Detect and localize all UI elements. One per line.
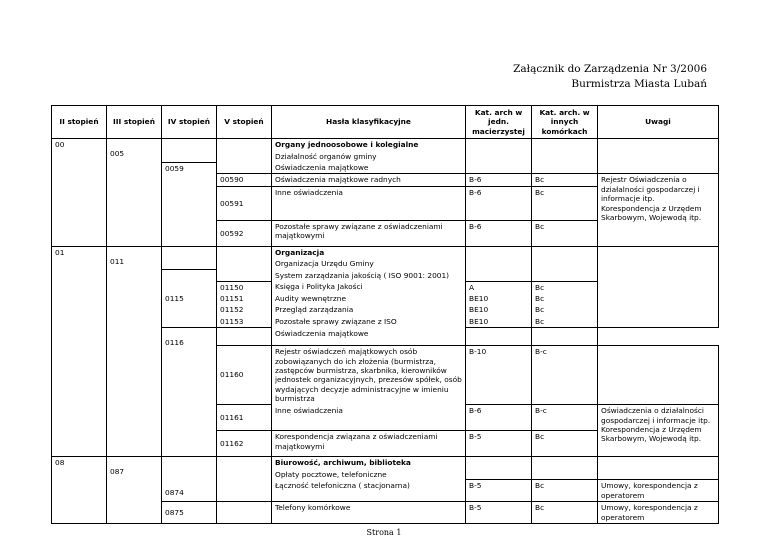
kat-inne: Bc: [532, 502, 598, 524]
row-text: Organizacja Urzędu Gminy: [272, 258, 466, 269]
uwagi-cell: Umowy, korespondencja z operatorem: [598, 502, 719, 524]
row-text: Rejestr oświadczeń majątkowych osób zobowiązanych do ich złożenia (burmistrza, zastępców burmistrza, skarbnika, kierowników jednostek organizacyjnych, prezesów spółek, osób wydających decyzje administracyjne w imieniu burmistrza: [272, 346, 466, 405]
row-text: Oświadczenia majątkowe: [272, 162, 466, 174]
row-text: Biurowość, archiwum, biblioteka: [272, 457, 466, 469]
kat-inne: B-c: [532, 405, 598, 431]
uwagi-cell: Rejestr Oświadczenia o działalności gospodarczej i informacje itp. Korespondencja z Urzędem Skarbowym, Wojewodą itp.: [598, 174, 719, 246]
level-4-code: 0875: [162, 502, 217, 524]
row-text: Organizacja: [272, 246, 466, 258]
kat-jedn: B-6: [466, 405, 532, 431]
kat-jedn: B-6: [466, 220, 532, 246]
level-5-code: 00591: [217, 186, 272, 220]
uwagi-cell: Umowy, korespondencja z operatorem: [598, 480, 719, 502]
kat-jedn: BE10: [466, 316, 532, 328]
kat-inne: Bc: [532, 304, 598, 315]
level-4-code: 0874: [165, 487, 184, 497]
level-5-code: 01151: [217, 293, 272, 304]
row-text: Działalność organów gminy: [272, 151, 466, 162]
kat-jedn: BE10: [466, 293, 532, 304]
col-header-level-5: V stopień: [217, 106, 272, 139]
level-2-code: 01: [52, 246, 107, 456]
kat-inne: Bc: [532, 316, 598, 328]
kat-jedn: B-5: [466, 431, 532, 457]
kat-inne: Bc: [532, 293, 598, 304]
header-line-1: Załącznik do Zarządzenia Nr 3/2006: [513, 63, 707, 75]
col-header-uwagi: Uwagi: [598, 106, 719, 139]
row-text: Inne oświadczenia: [272, 186, 466, 220]
level-2-code: 08: [52, 457, 107, 524]
col-header-kat-jedn: Kat. arch w jedn. macierzystej: [466, 106, 532, 139]
kat-jedn: B-6: [466, 174, 532, 186]
table-row: [52, 139, 719, 151]
kat-inne: Bc: [532, 186, 598, 220]
table-row: [52, 246, 719, 258]
kat-inne: Bc: [532, 174, 598, 186]
header-line-2: Burmistrza Miasta Lubań: [571, 78, 707, 90]
row-text: Przegląd zarządzania: [272, 304, 466, 315]
kat-jedn: A: [466, 281, 532, 293]
col-header-level-2: II stopień: [52, 106, 107, 139]
col-header-level-4: IV stopień: [162, 106, 217, 139]
table-row: [52, 457, 719, 469]
row-text: Korespondencja związana z oświadczeniami majątkowymi: [272, 431, 466, 457]
col-header-level-3: III stopień: [107, 106, 162, 139]
row-text: Audity wewnętrzne: [272, 293, 466, 304]
level-4-code: 0059: [165, 163, 184, 173]
kat-inne: B-c: [532, 346, 598, 405]
col-header-kat-inne: Kat. arch. w innych komórkach: [532, 106, 598, 139]
level-4-code: 0115: [162, 270, 217, 328]
table-header-row: [52, 106, 719, 139]
kat-jedn: B-5: [466, 480, 532, 502]
level-3-code: 087: [107, 457, 162, 524]
classification-table: [51, 105, 719, 524]
row-text: Księga i Polityka Jakości: [272, 281, 466, 293]
row-text: System zarządzania jakością ( ISO 9001: 2001): [272, 270, 466, 281]
row-text: Opłaty pocztowe, telefoniczne: [272, 469, 466, 480]
row-text: Łączność telefoniczna ( stacjonarna): [272, 480, 466, 502]
row-text: Oświadczenia majątkowe: [272, 328, 466, 346]
level-5-code: 01161: [217, 405, 272, 431]
row-text: Oświadczenia majątkowe radnych: [272, 174, 466, 186]
level-5-code: 01153: [217, 316, 272, 328]
level-5-code: 01152: [217, 304, 272, 315]
uwagi-cell: Oświadczenia o działalności gospodarczej i informacje itp. Korespondencja z Urzędem Skarbowym, Wojewodą itp.: [598, 405, 719, 457]
row-text: Telefony komórkowe: [272, 502, 466, 524]
row-text: Pozostałe sprawy związane z oświadczeniami majątkowymi: [272, 220, 466, 246]
kat-inne: Bc: [532, 281, 598, 293]
kat-inne: Bc: [532, 431, 598, 457]
page-number: Strona 1: [366, 528, 402, 537]
level-5-code: 00592: [217, 220, 272, 246]
level-3-code: 005: [110, 149, 125, 159]
kat-inne: Bc: [532, 220, 598, 246]
level-4-code: 0116: [162, 328, 217, 457]
kat-jedn: B-5: [466, 502, 532, 524]
kat-jedn: BE10: [466, 304, 532, 315]
level-5-code: 01150: [217, 281, 272, 293]
col-header-haslo: Hasła klasyfikacyjne: [272, 106, 466, 139]
row-text: Pozostałe sprawy związane z ISO: [272, 316, 466, 328]
level-5-code: 00590: [217, 174, 272, 186]
level-5-code: 01162: [217, 431, 272, 457]
row-text: Organy jednoosobowe i kolegialne: [272, 139, 466, 151]
kat-jedn: B-6: [466, 186, 532, 220]
level-5-code: 01160: [217, 346, 272, 405]
kat-jedn: B-10: [466, 346, 532, 405]
document-header: [513, 62, 707, 92]
level-2-code: 00: [52, 139, 107, 247]
row-text: Inne oświadczenia: [272, 405, 466, 431]
level-3-code: 011: [110, 256, 125, 266]
kat-inne: Bc: [532, 480, 598, 502]
